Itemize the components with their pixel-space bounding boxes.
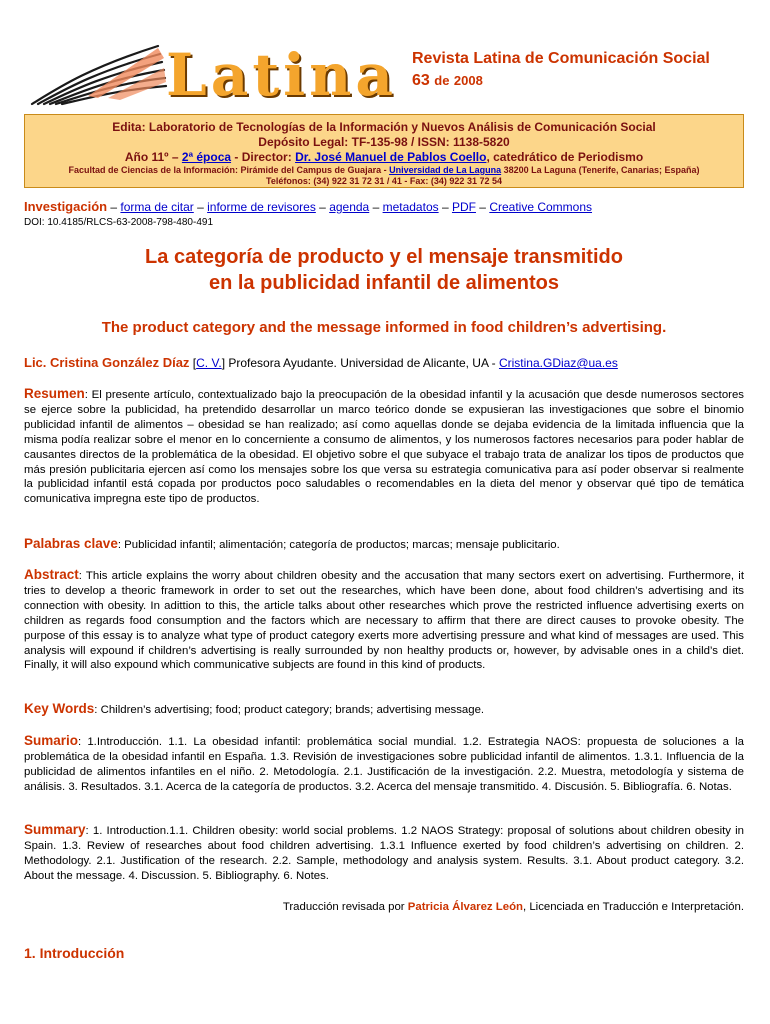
- sumario-section: [24, 734, 744, 795]
- cv-bracket-open: [: [189, 356, 197, 370]
- director-label: - Director:: [231, 150, 296, 164]
- subtitle-end: .: [662, 319, 667, 336]
- logo-text: Latina: [166, 41, 397, 109]
- university-link[interactable]: Universidad de La Laguna: [389, 165, 502, 175]
- publisher-info-box: [24, 114, 744, 188]
- doi: DOI: 10.4185/RLCS-63-2008-798-480-491: [24, 217, 214, 228]
- faculty-line: [25, 165, 743, 176]
- issue-number: 63: [412, 72, 430, 89]
- palabras-clave-section: [24, 537, 744, 553]
- article-title: [24, 244, 744, 296]
- nav-separator: –: [475, 200, 490, 214]
- cite-link[interactable]: forma de citar: [120, 200, 194, 214]
- resumen-text: : El presente artículo, contextualizado bajo la preocupación de la obesidad infantil y la acusación que desde numerosos sectores se ejerce sobre la publicidad, ha pretendido desarrollar un marco teórico donde se expusieran las investigaciones que sobre el binomio publicidad infantil de alimentos – obesidad se han realizado; así como aquellas donde se dejaba evidencia de la limitada influencia que la misma podía realizar sobre el menor en lo concerniente a consumo de alimentos, y los numerosos factores necesarios para poder hablar de causantes directos de la problemática de la obesidad. El objetivo sobre el que subyace el trabajo trata de analizar los tipos de productos que más presión publicitaria ejercen así como los mensajes sobre los que versa su estrategia comunicativa para así poder observar si realmente la publicidad infantil está copada por productos poco saludables o recomendables en la dieta del menor y observar qué tipo de temática comunicativa impregna este tipo de productos.: [24, 389, 744, 506]
- translator-title: , Licenciada en Traducción e Interpretación.: [523, 901, 744, 913]
- resumen-heading: Resumen: [24, 386, 85, 401]
- legal-deposit-line: Depósito Legal: TF-135-98 / ISSN: 1138-5820: [258, 135, 510, 149]
- nav-separator: –: [438, 200, 452, 214]
- palabras-clave-heading: Palabras clave: [24, 536, 118, 551]
- title-line-2: en la publicidad infantil de alimentos: [208, 272, 560, 294]
- author-email-link[interactable]: Cristina.GDiaz@ua.es: [498, 356, 618, 370]
- author-line: [24, 355, 618, 371]
- palabras-clave-text: : Publicidad infantil; alimentación; categoría de productos; marcas; mensaje publicitario.: [117, 539, 560, 551]
- article-subtitle: [24, 318, 744, 338]
- faculty-label: Facultad de Ciencias de la Información: Pirámide del Campus de Guajara -: [68, 165, 390, 175]
- author-name: Lic. Cristina González Díaz: [24, 355, 190, 370]
- sumario-text: : 1.Introducción. 1.1. La obesidad infantil: problemática social mundial. 1.2. Estrategia NAOS: propuesta de soluciones a la problemática de la obesidad infantil en España. 1.3. Revisión de investigaciones sobre publicidad infantil de alimentos. 1.3.1. Influencia de la publicidad de alimentos infantiles en el niño. 2. Metodología. 2.1. Justificación de la investigación. 2.2. Muestra, metodología y sistema de análisis. 3. Resultados. 3.1. Acerca de la categoría de productos. 3.2. Acerca del mensaje transmitido. 4. Discusión. 5. Bibliografía. 6. Notas.: [24, 736, 744, 793]
- keywords-heading: Key Words: [24, 701, 95, 716]
- issue-year: 2008: [453, 73, 483, 88]
- summary-text: : 1. Introduction.1.1. Children obesity: world social problems. 1.2 NAOS Strategy: proposal of solutions about children obesity in Spain. 1.3. Review of researches about food children advertising. 1.3.1 Influence exerted by food children’s advertising on children. 2. Methodology. 2.1. Justification of the research. 2.2. Sample, methodology and analysis system. Results. 3.1. About product category. 3.2. About the message. 4. Discussion. 5. Bibliography. 6. Notes.: [24, 825, 744, 882]
- year-label: Año 11º –: [124, 150, 182, 164]
- translation-credit: [24, 900, 744, 915]
- journal-title-block: [412, 48, 710, 92]
- sumario-heading: Sumario: [24, 733, 79, 748]
- translator-name: Patricia Álvarez León: [407, 901, 523, 913]
- issue-connector: de: [434, 73, 450, 88]
- nav-separator: –: [315, 200, 330, 214]
- nav-separator: –: [369, 200, 383, 214]
- research-nav: [24, 199, 592, 215]
- creative-commons-link[interactable]: Creative Commons: [489, 200, 593, 214]
- title-line-1: La categoría de producto y el mensaje transmitido: [145, 246, 623, 268]
- translation-label: Traducción revisada por: [282, 901, 408, 913]
- subtitle-text: The product category and the message informed in food children’s advertising: [101, 319, 663, 336]
- keywords-section: [24, 702, 744, 718]
- director-title: , catedrático de Periodismo: [486, 150, 644, 164]
- cv-link[interactable]: C. V.: [196, 356, 222, 370]
- nav-heading: Investigación: [24, 199, 108, 214]
- abstract-section: [24, 568, 744, 673]
- director-line: [25, 150, 743, 165]
- summary-section: [24, 823, 744, 884]
- summary-heading: Summary: [24, 822, 86, 837]
- logo-swoosh-icon: [28, 38, 168, 108]
- nav-separator: –: [107, 200, 121, 214]
- phone-line: Teléfonos: (34) 922 31 72 31 / 41 - Fax: (34) 922 31 72 54: [266, 176, 502, 186]
- epoca-link[interactable]: 2ª época: [181, 150, 232, 164]
- publisher-line: Edita: Laboratorio de Tecnologías de la Información y Nuevos Análisis de Comunicación Social: [112, 120, 656, 134]
- agenda-link[interactable]: agenda: [329, 200, 370, 214]
- faculty-address: 38200 La Laguna (Tenerife, Canarias; España): [501, 165, 700, 175]
- intro-heading: 1. Introducción: [24, 945, 125, 961]
- abstract-heading: Abstract: [24, 567, 79, 582]
- nav-separator: –: [193, 200, 208, 214]
- pdf-link[interactable]: PDF: [451, 200, 476, 214]
- abstract-text: : This article explains the worry about children obesity and the accusation that many sectors exert on advertising. Furthermore, it tries to develop a theoric framework in order to set out the researches, which have been done, about food children’s advertising and its connection with obesity. In adittion to this, the article talks about other researches which prove the restricted influence advertising exerts on children as regards food consumption and the factors which are necessary to affirm that there are direct causes to provoke obesity. The purpose of this essay is to analyze what type of product category exerts more advertising pressure and what kind of messages are used. This analysis will expound if children’s advertising is really surrounded by non healthy products or, however, by advisable ones in a child’s diet. Finally, it will also expound which communicative subjects are found in this kind of products.: [24, 570, 744, 672]
- journal-issue: [412, 70, 710, 92]
- author-role: Profesora Ayudante. Universidad de Alicante, UA -: [228, 356, 499, 370]
- journal-logo: [28, 38, 398, 108]
- metadata-link[interactable]: metadatos: [382, 200, 439, 214]
- director-link[interactable]: Dr. José Manuel de Pablos Coello: [295, 150, 487, 164]
- keywords-text: : Children’s advertising; food; product category; brands; advertising message.: [94, 704, 485, 716]
- journal-name: Revista Latina de Comunicación Social: [412, 50, 710, 67]
- cv-bracket-close: ]: [221, 356, 229, 370]
- reviewers-link[interactable]: informe de revisores: [207, 200, 316, 214]
- resumen-section: [24, 387, 744, 507]
